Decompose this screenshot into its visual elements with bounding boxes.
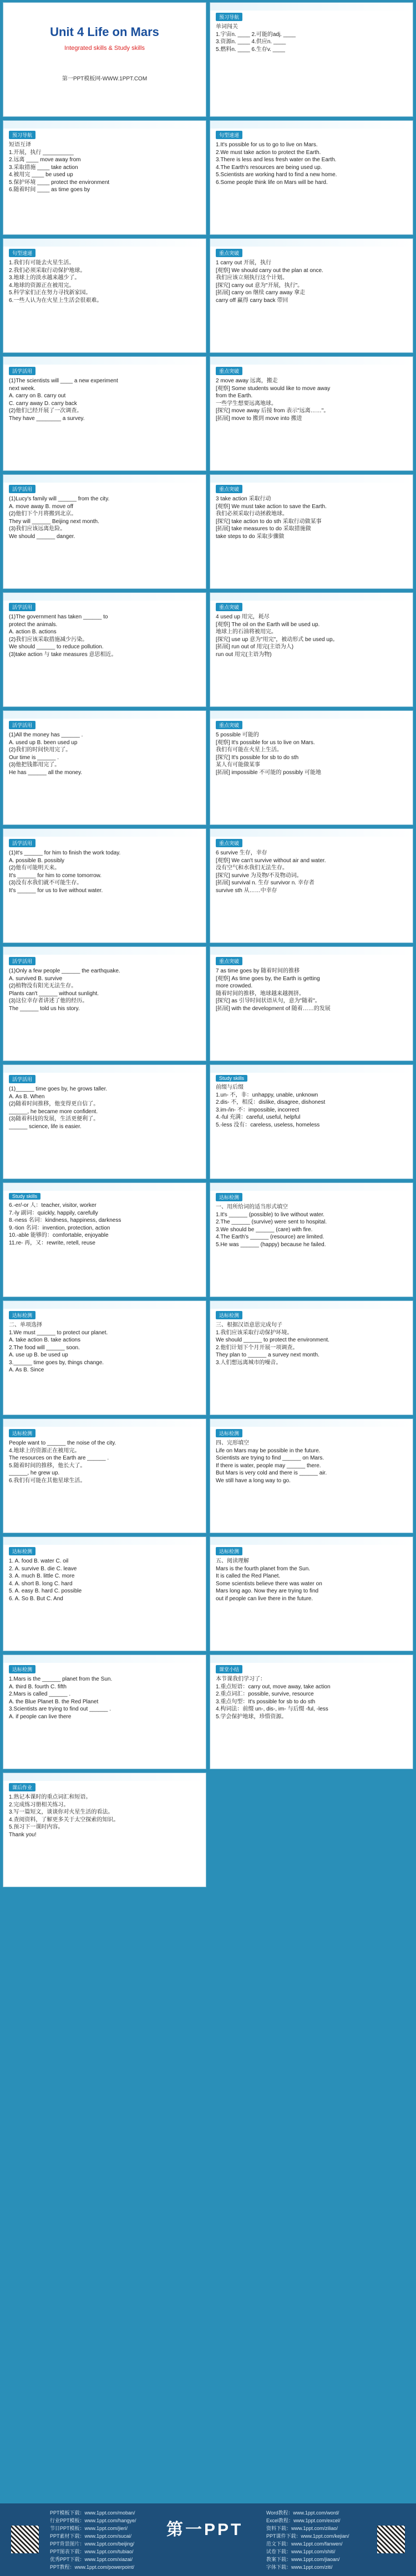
footer-link[interactable]: 范文下载：www.1ppt.com/fanwen/ [266,2541,343,2547]
slide-line: 5.预习下一课时内容。 [9,1824,64,1830]
slide-header-bar [210,3,413,11]
slide-line: They will ______ Beijing next month. [9,518,99,525]
slide-line: [观察] Some students would like to move away [216,385,331,392]
slide-line: Some scientists believe there was water on [216,1580,322,1587]
slide [3,1537,206,1651]
slide-line: 5.燃料n. ____ 6.生存v. ____ [216,46,285,53]
slide-tag: 活学活用 [9,957,35,965]
slide-tag: 活学活用 [9,367,35,375]
slide-line: 一些学生想要远离地球。 [216,400,277,407]
slide-line: [观察] As time goes by, the Earth is getting [216,975,320,982]
slide-line: [拓展] impossible 不可能的 possibly 可能地 [216,769,322,776]
cover-site: 第一PPT模板网-WWW.1PPT.COM [62,76,148,82]
slide [210,710,413,825]
slide [3,592,206,707]
qr-code-icon [11,2526,39,2553]
slide-line: 2.dis- 不，相反：dislike, disagree, dishonest [216,1099,326,1105]
slide-line: 3.We should be ______ (care) with fire. [216,1226,313,1233]
slide-line: [观察] We must take action to save the Earth. [216,503,327,510]
slide-line: 1.熟记本课时的重点词汇和短语。 [9,1794,92,1800]
slide-line: (3)随着科技的发展，生活更便利了。 [9,1116,99,1122]
slide [210,474,413,589]
slide-header-bar [210,1183,413,1191]
slide-tag: 达标检测 [9,1429,35,1437]
slide-line: 2.我们必须采取行动保护地球。 [9,267,86,274]
slide-header-bar [3,121,206,129]
slide [210,1300,413,1415]
slide-header-bar [210,239,413,247]
slide-header-bar [210,947,413,955]
slide-line: 3.重点句型：It's possible for sb to do sth [216,1698,316,1705]
slide-header-bar [210,357,413,365]
slide-line: 1.我们应该采取行动保护环境。 [216,1329,293,1336]
slide [210,828,413,943]
slide-line: [观察] We should carry out the plan at once. [216,267,323,274]
slide-line: 5. A. easy B. hard C. possible [9,1588,82,1594]
slide [3,946,206,1061]
slide [210,120,413,235]
slide-line: 3.资源n. ____ 4.供应n. ____ [216,39,286,45]
slide-line: (1)Lucy's family will ______ from the city. [9,496,110,502]
slide-header-bar [210,593,413,601]
slide-line: 7.-ly 副词：quickly, happily, carefully [9,1210,98,1216]
slide-line: [探究] survive 为及物/不及物动词。 [216,872,302,879]
slide-line: (3)take action 与 take measures 意思相近。 [9,651,117,658]
slide-line: [探究] use up 意为"用完"，被动形式 be used up。 [216,636,338,643]
slide-line: 2.他们计划下个月开展一项调查。 [216,1344,298,1351]
slide-header-bar [3,239,206,247]
slide-line: protect the animals. [9,621,58,628]
slide [3,1773,206,1887]
slide-line: ______, he grew up. [9,1470,60,1476]
slide-line: 4.The Earth's ______ (resource) are limited. [216,1234,324,1240]
slide-line: 2.The ______ (survive) were sent to hospital. [216,1219,327,1225]
slide [210,1418,413,1533]
slide-line: (1)It's ______ for him to finish the work today. [9,850,121,856]
qr-code-icon [377,2526,405,2553]
slide-line: 我们必须采取行动拯救地球。 [216,511,288,517]
slide-line: (2)我们的时间快用完了。 [9,747,72,753]
slide-line: 1.我们有可能去火星生活。 [9,260,75,266]
slide-line: [拓展] run out of 用完(主语为人) [216,644,294,650]
slide-tag: 活学活用 [9,1075,35,1083]
slide-line: 1.宇宙n. ____ 2.可能的adj. ____ [216,31,296,38]
slide-line: 三、根据汉语意思完成句子 [216,1322,282,1328]
footer-link[interactable]: PPT图表下载：www.1ppt.com/tubiao/ [50,2549,134,2554]
slide-line: We still have a long way to go. [216,1477,291,1484]
slide [210,1182,413,1297]
slide-line: 5.科学家们正在努力寻找新家园。 [9,290,92,296]
slide-line: Scientists are trying to find ______ on Mars. [216,1455,324,1461]
slide [210,356,413,471]
slide-header-bar [3,947,206,955]
slide-line: 短语互译 [9,142,31,148]
slide-line: The resources on the Earth are ______ . [9,1455,109,1461]
footer-logo: 第一PPT [166,2521,243,2539]
slide-tag: 达标检测 [9,1311,35,1319]
slide-header-bar [3,357,206,365]
slide-line: (2)随着时间推移，他变得更自信了。 [9,1101,99,1107]
slide-header-bar [3,1419,206,1427]
slide-line: (3)没有水我们就不可能生存。 [9,880,83,886]
slide-line: We should ______ danger. [9,533,75,540]
slide-header-bar [3,1537,206,1545]
slide-line: 3.地球上的淡水越来越少了。 [9,275,80,281]
footer-link[interactable]: Word教程：www.1ppt.com/word/ [266,2510,339,2516]
slide-line: 6.一些人认为在火星上生活会很艰难。 [9,297,103,304]
slide-header-bar [210,829,413,837]
slide-header-bar [210,475,413,483]
slide-line: 2.Mars is called ______ . [9,1691,71,1697]
slide-line: (2)他们下个月将搬到北京。 [9,511,77,517]
cover-slide [3,2,206,117]
slide-line: 4.地球的资源正在被用完。 [9,282,75,289]
slide-tag: 达标检测 [216,1547,242,1555]
slide-header-bar [210,1655,413,1663]
slide-line: A. As B. When [9,1093,45,1100]
slide-line: A. third B. fourth C. fifth [9,1683,67,1690]
slide-line: 3 take action 采取行动 [216,496,271,502]
slide-header-bar [3,829,206,837]
slide-line: (1)All the money has ______ . [9,732,83,738]
slide-line: A. used up B. been used up [9,739,78,746]
slide-header-bar [3,1773,206,1781]
slide [3,1182,206,1297]
slide-line: 6.随着时间 ____ as time goes by [9,187,90,193]
slide-line: A. move away B. move off [9,503,73,510]
slide-line: [拓展] move to 搬到 move into 搬进 [216,415,302,422]
slide-tag: 活学活用 [9,839,35,847]
slide-line: [观察] We can't survive without air and water. [216,857,326,864]
slide-line: [探究] as 引导时间状语从句，意为"随着"。 [216,998,321,1004]
slide-line: It's ______ for him to come tomorrow. [9,872,102,879]
slide-tag: 达标检测 [216,1429,242,1437]
slide [210,946,413,1061]
slide-line: (2)他们已经开展了一次调查。 [9,408,83,414]
slide-line: [拓展] carry on 继续 carry away 拿走 [216,290,306,296]
footer-link[interactable]: 节日PPT模板：www.1ppt.com/jieri/ [50,2526,128,2531]
slide-tag: 活学活用 [9,721,35,729]
slide-header-bar [3,1065,206,1073]
slide-line: Mars long ago. Now they are trying to find [216,1588,319,1594]
slide-line: Life on Mars may be possible in the future. [216,1447,321,1454]
slide-line: 2.重点词汇：possible, survive, resource [216,1691,314,1697]
slide-line: 2.完成练习册相关练习。 [9,1801,69,1808]
slide-tag: 活学活用 [9,485,35,493]
slide-line: 1.It's possible for us to go to live on Mars. [216,142,318,148]
slide-line: A. use up B. be used up [9,1352,68,1358]
slide-line: 3.人们想远离城市的噪音。 [216,1359,282,1366]
slide-line: 6.-er/-or 人：teacher, visitor, worker [9,1202,97,1208]
slide-line: (3)我们应该远离危险。 [9,526,66,532]
slide-line: 1.It's ______ (possible) to live without water. [216,1211,324,1218]
slide-header-bar [210,1537,413,1545]
slide-line: (1)The government has taken ______ to [9,614,108,620]
slide-line: (1)The scientists will ____ a new experiment [9,378,118,384]
slide-tag: 预习导航 [216,13,242,21]
slide-line: 4.地球上的资源正在被用完。 [9,1447,80,1454]
slide-line: 9.-tion 名词：invention, protection, action [9,1225,110,1231]
slide-header-bar [210,1419,413,1427]
footer-link[interactable]: PPT教程：www.1ppt.com/powerpoint/ [50,2564,135,2570]
slide-line: (3)他把钱都用完了。 [9,762,60,768]
slide [3,356,206,471]
slide-line: C. carry away D. carry back [9,400,77,407]
slide-line: 3.采取措施 ____ take action [9,164,78,171]
slide-line: 6. A. So B. But C. And [9,1595,63,1602]
slide [3,1064,206,1179]
slide-line: 2.We must take action to protect the Earth. [216,149,321,156]
slide-line: A. possible B. possibly [9,857,65,864]
slide-line: Plants can't ______ without sunlight. [9,990,99,997]
slide-line: 11.re- 再，又：rewrite, retell, reuse [9,1240,95,1246]
slide-header-bar [210,1065,413,1073]
slide-line: [观察] The oil on the Earth will be used up. [216,621,320,628]
slide-header-bar [3,1655,206,1663]
slide-line: 四、完形填空 [216,1440,249,1446]
slide-line: out if people can live there in the future. [216,1595,313,1602]
slide-line: 3.im-/in- 不：impossible, incorrect [216,1107,300,1113]
slide-line: take steps to do 采取步骤做 [216,533,285,540]
slide-header-bar [3,711,206,719]
slide-line: The ______ told us his story. [9,1005,80,1012]
slide [3,710,206,825]
slide-line: We should ______ to protect the environment. [216,1337,329,1343]
slide-line: Our time is ______ . [9,754,59,761]
slide-header-bar [210,1301,413,1309]
slide-line: Thank you! [9,1831,37,1838]
slide-line: 4 used up 用完，耗尽 [216,614,270,620]
slide-line: 5.He was ______ (happy) because he failed. [216,1241,326,1248]
slide-tag: Study skills [216,1075,247,1082]
slide-line: from the Earth. [216,393,253,399]
slide-line: 4. A. short B. long C. hard [9,1580,73,1587]
slide-line: 2 move away 远离，搬走 [216,378,278,384]
slide-line: [探究] take action to do sth 采取行动做某事 [216,518,322,525]
slide-line: next week. [9,385,35,392]
slide-line: 5.-less 没有：careless, useless, homeless [216,1121,320,1128]
slide [210,1537,413,1651]
slide-tag: 重点突破 [216,485,242,493]
slide-line: (1)Only a few people ______ the earthquake. [9,968,120,974]
slide-line: But Mars is very cold and there is ______ air. [216,1470,327,1476]
slide-line: 5.Scientists are working hard to find a new home. [216,172,337,178]
slide-line: carry off 赢得 carry back 带回 [216,297,288,304]
slide-line: 6.Some people think life on Mars will be hard. [216,179,328,186]
slide-line: 4.构词法：前缀 un-, dis-, im- 与后缀 -ful, -less [216,1706,328,1712]
slide-line: 二、单项选择 [9,1322,42,1328]
slide-line: ______ science, life is easier. [9,1123,82,1130]
slide-line: 我们有可能在火星上生活。 [216,747,282,753]
slide-line: They have ________ a survey. [9,415,85,422]
slide-line: It is called the Red Planet. [216,1573,281,1579]
slide-header-bar [3,593,206,601]
slide-line: 2. A. survive B. die C. leave [9,1565,77,1572]
slide-line: It's ______ for us to live without water. [9,887,103,894]
slide-line: 4.-ful 充满：careful, useful, helpful [216,1114,301,1120]
slide-line: 6.我们有可能在其他星球生活。 [9,1477,86,1484]
slide-line: 6 survive 生存，幸存 [216,850,267,856]
slide-line: [拓展] with the development of 随着……的发展 [216,1005,331,1012]
slide [210,592,413,707]
slide-line: 5.保护环境 ____ protect the environment [9,179,110,186]
slide-tag: 重点突破 [216,367,242,375]
slide-tag: 达标检测 [9,1547,35,1555]
footer-link[interactable]: 字体下载：www.1ppt.com/ziti/ [266,2564,333,2570]
slide-line: 1 carry out 开展，执行 [216,260,272,266]
slide [3,1418,206,1533]
slide-line: [拓展] survival n. 生存 survivor n. 幸存者 [216,880,314,886]
footer-link[interactable]: PPT素材下载：www.1ppt.com/sucai/ [50,2533,132,2539]
slide-line: 5.学会保护地球，珍惜资源。 [216,1713,287,1720]
slide-tag: 重点突破 [216,839,242,847]
slide-line: They plan to ______ a survey next month. [216,1352,319,1358]
slide-line: 3. A. much B. little C. more [9,1573,75,1579]
slide-tag: 达标检测 [216,1193,242,1201]
slide-tag: Study skills [9,1193,40,1200]
slide-line: 本节课我们学习了： [216,1676,266,1682]
slide-line: 3.______ time goes by, things change. [9,1359,104,1366]
slide-tag: 句型速递 [216,131,242,139]
footer-link[interactable]: 优秀PPT下载：www.1ppt.com/xiazai/ [50,2557,133,2562]
cover-subtitle: Integrated skills & Study skills [64,45,145,52]
slide-tag: 达标检测 [216,1311,242,1319]
slide-line: 2.The food will ______ soon. [9,1344,80,1351]
slide [3,120,206,235]
slide-line: We should ______ to reduce pollution. [9,644,104,650]
slide [3,1300,206,1415]
slide-line: He has ______ all the money. [9,769,83,776]
slide-line: 4.The Earth's resources are being used up. [216,164,322,171]
slide-line: 一、用所给词的适当形式填空 [216,1204,288,1210]
slide-line: ______, he became more confident. [9,1108,98,1115]
footer-link[interactable]: 行业PPT模板：www.1ppt.com/hangye/ [50,2518,136,2523]
slide-header-bar [3,475,206,483]
slide [210,1064,413,1179]
slide-line: A. action B. actions [9,629,57,635]
footer-link[interactable]: Excel教程：www.1ppt.com/excel/ [266,2518,341,2523]
slide-line: 我们应该立刻执行这个计划。 [216,275,288,281]
footer-link[interactable]: 试卷下载：www.1ppt.com/shiti/ [266,2549,336,2554]
footer-link[interactable]: 资料下载：www.1ppt.com/ziliao/ [266,2526,338,2531]
slide-line: 4.查阅资料，了解更多关于太空探索的知识。 [9,1816,119,1823]
slide-line: 1.We must ______ to protect our planet. [9,1329,108,1336]
slide-line: 某人有可能做某事 [216,762,260,768]
slide-line: run out 用完(主语为物) [216,651,272,658]
slide-line: (2)我们应该采取措施减少污染。 [9,636,88,643]
slide-tag: 重点突破 [216,603,242,611]
slide-line: A. the Blue Planet B. the Red Planet [9,1698,99,1705]
slide-line: 随着时间的推移，地球越来越拥挤。 [216,990,305,997]
slide-line: 1.重点短语：carry out, move away, take action [216,1683,331,1690]
slide-line: (2)他有可能明天来。 [9,865,60,871]
slide-line: 1.开展，执行 __________ [9,149,74,156]
slide-line: A. survived B. survive [9,975,63,982]
slide-tag: 重点突破 [216,721,242,729]
slide-line: 5.随着时间的推移，他长大了。 [9,1462,86,1469]
slide-line: 地球上的石油将被用完。 [216,629,277,635]
slide-line: 五、阅读理解 [216,1558,249,1564]
slide-tag: 预习导航 [9,131,35,139]
slide-line: People want to ______ the noise of the city. [9,1440,116,1446]
slide-line: 3.Scientists are trying to find out ______ . [9,1706,111,1712]
slide-line: A. As B. Since [9,1367,44,1373]
slide-line: more crowded. [216,983,253,989]
slide-line: 前缀与后缀 [216,1084,243,1090]
slide-line: [探究] carry out 意为"开展，执行"。 [216,282,303,289]
slide-line: 7 as time goes by 随着时间的推移 [216,968,300,974]
slide-line: 1.Mars is the ______ planet from the Sun. [9,1676,113,1682]
slide-line: [观察] It's possible for us to live on Mars. [216,739,315,746]
slide-header-bar [210,121,413,129]
slide-tag: 活学活用 [9,603,35,611]
slide-tag: 达标检测 [9,1665,35,1673]
slide-line: (1)______ time goes by, he grows taller. [9,1086,108,1092]
slide-line: [探究] move away 后接 from 表示"远离……"。 [216,408,329,414]
slide-header-bar [3,1183,206,1191]
slide-line: 2.远离 ____ move away from [9,157,81,163]
slide [3,828,206,943]
slide-line: A. if people can live there [9,1713,72,1720]
footer-link[interactable]: PPT课件下载：www.1ppt.com/kejian/ [266,2533,349,2539]
slide-line: [拓展] take measures to do 采取措施做 [216,526,311,532]
slide [210,2,413,117]
slide [3,474,206,589]
slide-line: survive sth 从……中幸存 [216,887,277,894]
slide-header-bar [210,711,413,719]
footer-link[interactable]: PPT背景图片：www.1ppt.com/beijing/ [50,2541,135,2547]
slide-line: (3)这位幸存者讲述了他的经历。 [9,998,88,1004]
slide-tag: 重点突破 [216,249,242,257]
slide-tag: 课堂小结 [216,1665,242,1673]
slide-line: 没有空气和水我们无法生存。 [216,865,288,871]
slide-tag: 重点突破 [216,957,242,965]
slide-line: 8.-ness 名词：kindness, happiness, darkness [9,1217,121,1223]
slide-tag: 课后作业 [9,1783,35,1791]
slide [3,1655,206,1769]
slide [210,238,413,353]
cover-title: Unit 4 Life on Mars [50,25,159,39]
slide-header-bar [3,1301,206,1309]
slide-line: 1. A. food B. water C. oil [9,1558,69,1564]
slide [210,1655,413,1769]
footer-link[interactable]: PPT模板下载：www.1ppt.com/moban/ [50,2510,135,2516]
slide-line: 10.-able 能够的：comfortable, enjoyable [9,1232,109,1238]
slide-line: 5 possible 可能的 [216,732,259,738]
slide-line: 单词闯关 [216,24,238,30]
footer-banner [0,2503,416,2576]
slide-line: 3.写一篇短文，谈谈你对火星生活的看法。 [9,1809,114,1815]
slide-line: 1.un- 不，非：unhappy, unable, unknown [216,1092,318,1098]
slide [3,238,206,353]
slide-line: A. carry on B. carry out [9,393,66,399]
slide-line: If there is water, people may ______ there. [216,1462,321,1469]
slide-tag: 句型速递 [9,249,35,257]
slide-line: 3.There is less and less fresh water on the Earth. [216,157,337,163]
slide-line: [探究] It's possible for sb to do sth [216,754,299,761]
slide-line: A. take action B. take actions [9,1337,80,1343]
footer-link[interactable]: 教案下载：www.1ppt.com/jiaoan/ [266,2557,340,2562]
slide-line: (2)植物没有阳光无法生存。 [9,983,77,989]
slide-line: Mars is the fourth planet from the Sun. [216,1565,311,1572]
slide-line: 4.被用完 ____ be used up [9,172,73,178]
